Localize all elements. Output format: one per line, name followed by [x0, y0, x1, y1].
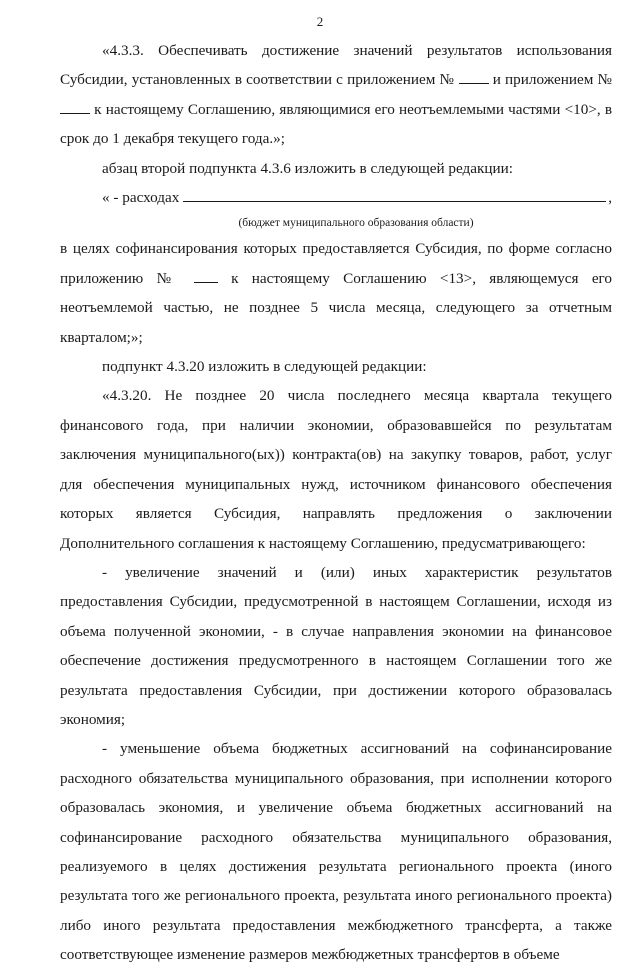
paragraph-expenses-line	[60, 183, 612, 212]
paragraph-4-3-20: «4.3.20. Не позднее 20 числа последнего месяца квартала текущего финансового года, при наличии экономии, образовавшейся по результатам заключения муниципального(ых)) контракта(ов) на закупку товаров, работ, услуг для обеспечения муниципальных нужд, источником финансового обеспечения которых является Субсидия, направлять предложения о заключении Дополнительного соглашения к настоящему Соглашению, предусматривающего:	[60, 387, 612, 552]
paragraph-text: и приложением №	[492, 71, 612, 89]
document-body	[60, 36, 612, 970]
paragraph-text: « - расходах	[102, 189, 180, 207]
paragraph-decrease: - уменьшение объема бюджетных ассигнований на софинансирование расходного обязательства муниципального образования, при исполнении которого образовалась экономия, и увеличение объема бюджетных ассигнований на софинансирование расходного обязательства муниципального образования, реализуемого в целях достижения результата регионального проекта (иного результата того же регионального проекта, результата иного регионального проекта) либо иного результата предоставления межбюджетного трансферта, а также соответствующее изменение размеров межбюджетных трансфертов в объеме	[60, 740, 612, 964]
blank-field	[183, 186, 606, 202]
paragraph-text: ,	[608, 189, 612, 207]
paragraph-4-3-3	[60, 36, 612, 154]
paragraph-amendment-4-3-20: подпункт 4.3.20 изложить в следующей редакции:	[102, 358, 427, 376]
field-caption: (бюджет муниципального образования области)	[238, 217, 474, 230]
paragraph-text: «4.3.3. Обеспечивать достижение значений результатов использования Субсидии, установленных в соответствии с приложением №	[60, 42, 612, 89]
blank-field	[459, 68, 489, 84]
paragraph-increase: - увеличение значений и (или) иных характеристик результатов предоставления Субсидии, предусмотренной в настоящем Соглашении, исходя из объема полученной экономии, - в случае направления экономии на финансовое обеспечение достижения предусмотренного в настоящем Соглашении того же результата предоставления Субсидии, при достижении которого образовалась экономия;	[60, 563, 612, 728]
paragraph-text: к настоящему Соглашению <13>, являющемуся его неотъемлемой частью, не позднее 5 числа месяца, следующего за отчетным кварталом;»;	[60, 269, 613, 346]
blank-field	[60, 98, 90, 114]
paragraph-cofinancing	[60, 234, 612, 352]
paragraph-amendment-4-3-6: абзац второй подпункта 4.3.6 изложить в следующей редакции:	[102, 159, 513, 177]
paragraph-text: в целях софинансирования которых предоставляется Субсидия, по форме согласно приложению №	[60, 240, 612, 287]
blank-field	[194, 267, 218, 283]
paragraph-text: к настоящему Соглашению, являющимися его неотъемлемыми частями <10>, в срок до 1 декабря текущего года.»;	[60, 100, 613, 148]
page-number: 2	[316, 14, 324, 29]
